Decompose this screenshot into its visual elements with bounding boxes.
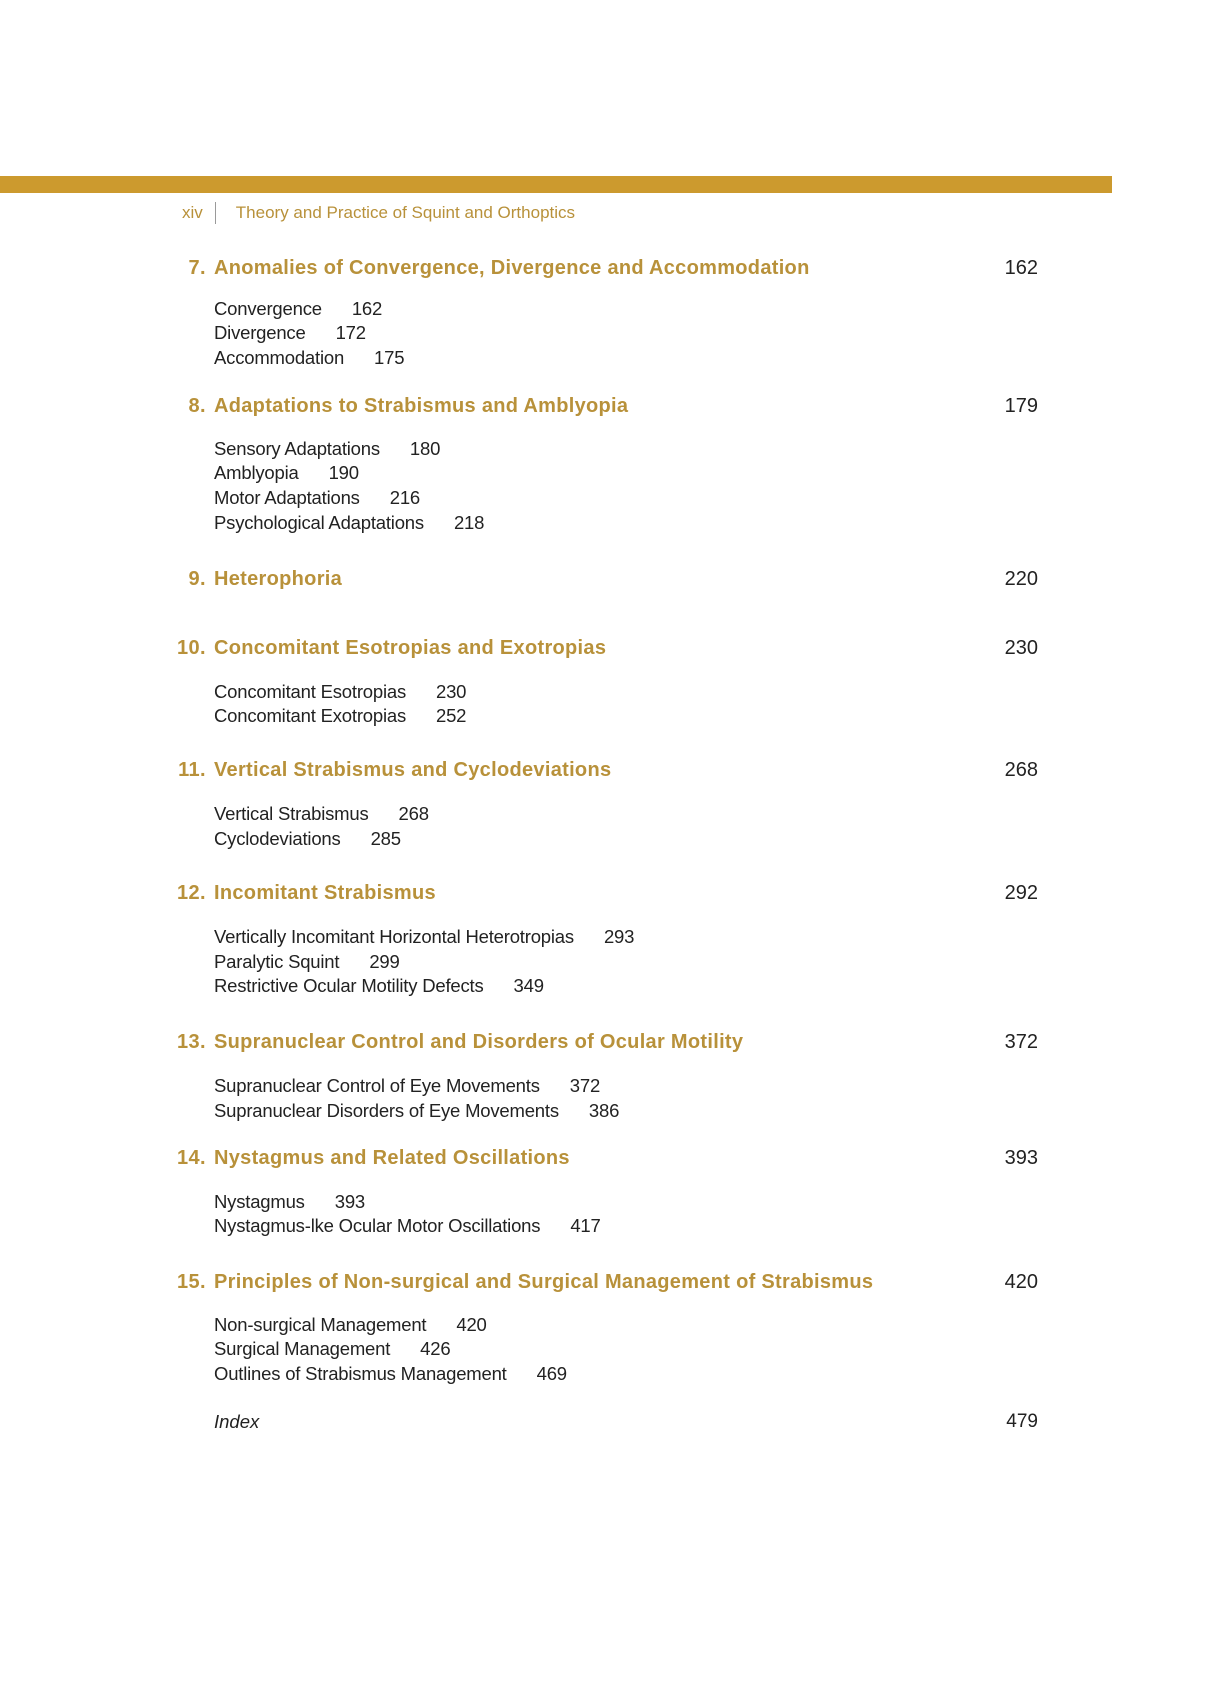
- chapter-page: 220: [1004, 568, 1038, 590]
- toc-section[interactable]: [214, 803, 429, 825]
- chapter-title: Heterophoria: [214, 568, 343, 590]
- chapter-page: 268: [1004, 759, 1038, 781]
- section-page: 162: [351, 298, 383, 319]
- toc-index-label[interactable]: Index: [214, 1411, 260, 1432]
- section-title: Paralytic Squint: [214, 951, 340, 972]
- toc-chapter-7[interactable]: [0, 257, 1214, 283]
- section-title: Non-surgical Management: [214, 1314, 427, 1335]
- chapter-number: 8.: [188, 395, 206, 417]
- section-title: Vertical Strabismus: [214, 803, 369, 824]
- chapter-page: 179: [1004, 395, 1038, 417]
- section-title: Restrictive Ocular Motility Defects: [214, 975, 484, 996]
- toc-section[interactable]: [214, 1100, 619, 1122]
- toc-section[interactable]: [214, 951, 400, 973]
- toc-chapter-10[interactable]: [0, 637, 1214, 663]
- section-page: 420: [456, 1314, 487, 1335]
- chapter-page: 393: [1004, 1147, 1038, 1169]
- toc-section[interactable]: [214, 1314, 487, 1336]
- toc-section[interactable]: [214, 322, 366, 344]
- section-page: 216: [389, 487, 421, 508]
- page-folio: xiv: [182, 203, 203, 222]
- toc-section[interactable]: [214, 975, 544, 997]
- section-page: 393: [334, 1191, 366, 1212]
- chapter-title: Anomalies of Convergence, Divergence and Accommodation: [214, 257, 810, 279]
- chapter-page: 420: [1004, 1271, 1038, 1293]
- chapter-number: 12.: [176, 882, 206, 904]
- chapter-page: 292: [1004, 882, 1038, 904]
- section-page: 349: [513, 975, 544, 996]
- chapter-number: 11.: [178, 759, 206, 781]
- chapter-number: 9.: [188, 568, 206, 590]
- chapter-title: Nystagmus and Related Oscillations: [214, 1147, 570, 1169]
- chapter-title: Adaptations to Strabismus and Amblyopia: [214, 395, 629, 417]
- section-title: Motor Adaptations: [214, 487, 360, 508]
- section-page: 175: [374, 347, 405, 368]
- section-page: 218: [453, 512, 485, 533]
- toc-section[interactable]: [214, 462, 359, 484]
- toc-section[interactable]: [214, 705, 466, 727]
- running-head: [182, 202, 575, 224]
- chapter-number: 10.: [176, 637, 206, 659]
- toc-section[interactable]: [214, 298, 382, 320]
- section-title: Outlines of Strabismus Management: [214, 1363, 507, 1384]
- section-title: Concomitant Exotropias: [214, 705, 406, 726]
- section-page: 417: [570, 1215, 601, 1236]
- section-title: Supranuclear Disorders of Eye Movements: [214, 1100, 559, 1121]
- chapter-number: 7.: [188, 257, 206, 279]
- toc-section[interactable]: [214, 1363, 567, 1385]
- chapter-title: Concomitant Esotropias and Exotropias: [214, 637, 607, 659]
- toc-index-page: 479: [1006, 1411, 1038, 1432]
- section-title: Concomitant Esotropias: [214, 681, 406, 702]
- section-page: 180: [409, 438, 441, 459]
- toc-section[interactable]: [214, 681, 466, 703]
- toc-chapter-9[interactable]: [0, 568, 1214, 594]
- book-title: Theory and Practice of Squint and Orthoptics: [235, 203, 576, 222]
- toc-chapter-15[interactable]: [0, 1271, 1214, 1297]
- section-title: Cyclodeviations: [214, 828, 341, 849]
- section-page: 285: [370, 828, 401, 849]
- toc-section[interactable]: [214, 512, 484, 534]
- toc-section[interactable]: [214, 1075, 600, 1097]
- chapter-title: Principles of Non-surgical and Surgical Management of Strabismus: [214, 1271, 874, 1293]
- section-page: 252: [436, 705, 467, 726]
- toc-chapter-8[interactable]: [0, 395, 1214, 421]
- chapter-page: 372: [1004, 1031, 1038, 1053]
- section-title: Sensory Adaptations: [214, 438, 380, 459]
- toc-section[interactable]: [214, 487, 420, 509]
- toc-section[interactable]: [214, 1338, 450, 1360]
- section-page: 372: [569, 1075, 601, 1096]
- toc-chapter-12[interactable]: [0, 882, 1214, 908]
- section-title: Nystagmus: [214, 1191, 305, 1212]
- section-title: Vertically Incomitant Horizontal Heterotropias: [214, 926, 574, 947]
- chapter-title: Incomitant Strabismus: [214, 882, 436, 904]
- toc-chapter-14[interactable]: [0, 1147, 1214, 1173]
- section-title: Divergence: [214, 322, 306, 343]
- section-page: 293: [603, 926, 635, 947]
- section-title: Surgical Management: [214, 1338, 391, 1359]
- header-divider: [215, 202, 216, 224]
- chapter-number: 13.: [176, 1031, 206, 1053]
- section-title: Supranuclear Control of Eye Movements: [214, 1075, 540, 1096]
- toc-section[interactable]: [214, 828, 401, 850]
- section-page: 469: [536, 1363, 567, 1384]
- chapter-number: 15.: [176, 1271, 206, 1293]
- chapter-title: Supranuclear Control and Disorders of Ocular Motility: [214, 1031, 744, 1053]
- section-page: 268: [398, 803, 429, 824]
- section-title: Convergence: [214, 298, 322, 319]
- section-title: Nystagmus-lke Ocular Motor Oscillations: [214, 1215, 541, 1236]
- section-page: 386: [588, 1100, 620, 1121]
- toc-section[interactable]: [214, 1191, 365, 1213]
- section-page: 299: [369, 951, 400, 972]
- section-title: Accommodation: [214, 347, 345, 368]
- chapter-page: 162: [1004, 257, 1038, 279]
- toc-section[interactable]: [214, 1215, 601, 1237]
- chapter-number: 14.: [176, 1147, 206, 1169]
- toc-chapter-11[interactable]: [0, 759, 1214, 785]
- section-page: 172: [335, 322, 366, 343]
- toc-section[interactable]: [214, 347, 404, 369]
- chapter-title: Vertical Strabismus and Cyclodeviations: [214, 759, 612, 781]
- toc-section[interactable]: [214, 926, 634, 948]
- section-page: 230: [436, 681, 467, 702]
- section-page: 190: [328, 462, 359, 483]
- toc-section[interactable]: [214, 438, 440, 460]
- toc-chapter-13[interactable]: [0, 1031, 1214, 1057]
- accent-bar: [0, 176, 1112, 193]
- section-page: 426: [420, 1338, 451, 1359]
- section-title: Amblyopia: [214, 462, 299, 483]
- chapter-page: 230: [1004, 637, 1038, 659]
- section-title: Psychological Adaptations: [214, 512, 424, 533]
